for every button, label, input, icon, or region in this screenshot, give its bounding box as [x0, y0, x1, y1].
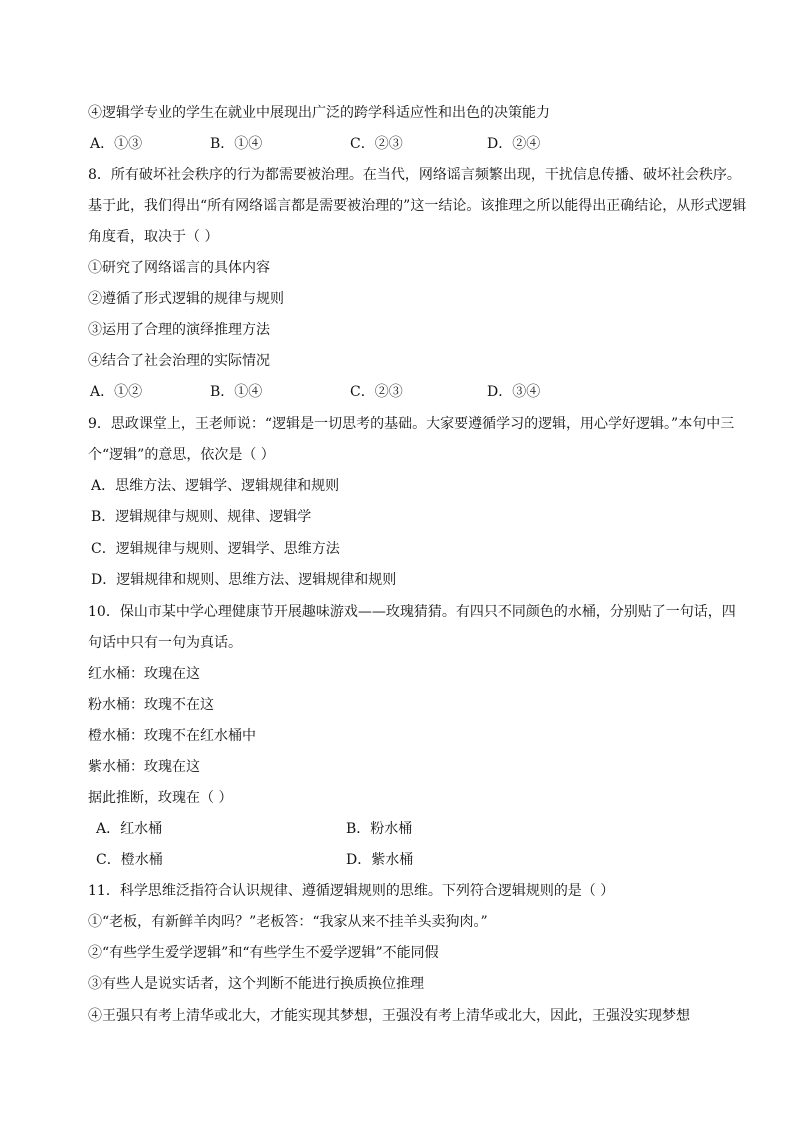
q7-item-4: ④逻辑学专业的学生在就业中展现出广泛的跨学科适应性和出色的决策能力	[88, 105, 550, 121]
q10-option-c: C．橙水桶	[96, 852, 163, 868]
q8-item-1: ①研究了网络谣言的具体内容	[88, 260, 270, 276]
q9-option-d: D．逻辑规律和规则、思维方法、逻辑规律和规则	[91, 572, 397, 588]
q8-item-4: ④结合了社会治理的实际情况	[88, 353, 270, 369]
q8-option-d: D．③④	[487, 384, 541, 400]
q11-stem: 11．科学思维泛指符合认识规律、遵循逻辑规则的思维。下列符合逻辑规则的是（ ）	[88, 883, 615, 899]
q11-item-4: ④王强只有考上清华或北大，才能实现其梦想，王强没有考上清华或北大，因此，王强没实现梦想	[88, 1008, 690, 1024]
q8-option-a: A．①②	[90, 384, 143, 400]
q10-stem-line-1: 10．保山市某中学心理健康节开展趣味游戏——玫瑰猜猜。有四只不同颜色的水桶，分别贴了一句话，四	[88, 604, 736, 620]
q10-option-d: D．紫水桶	[346, 852, 414, 868]
q7-option-d: D．②④	[487, 136, 541, 152]
q11-item-2: ②“有些学生爱学逻辑”和“有些学生不爱学逻辑”不能同假	[88, 945, 439, 961]
q9-option-a: A．思维方法、逻辑学、逻辑规律和规则	[91, 478, 340, 494]
q7-option-a: A．①③	[90, 136, 143, 152]
q10-option-a: A．红水桶	[96, 821, 163, 837]
q10-statement-pink: 粉水桶：玫瑰不在这	[88, 697, 214, 713]
q10-option-b: B．粉水桶	[346, 821, 413, 837]
q8-stem-line-2: 基于此，我们得出“所有网络谣言都是需要被治理的”这一结论。该推理之所以能得出正确结论，从形式逻辑	[88, 198, 747, 214]
q10-statement-purple: 紫水桶：玫瑰在这	[88, 759, 200, 775]
q8-stem-line-1: 8．所有破坏社会秩序的行为都需要被治理。在当代，网络谣言频繁出现，干扰信息传播、破坏社会秩序。	[88, 167, 741, 183]
q8-item-3: ③运用了合理的演绎推理方法	[88, 322, 270, 338]
q9-stem-line-2: 个“逻辑”的意思，依次是（ ）	[88, 447, 275, 463]
q7-option-c: C．②③	[350, 136, 403, 152]
q8-option-c: C．②③	[350, 384, 403, 400]
q9-stem-line-1: 9．思政课堂上，王老师说：“逻辑是一切思考的基础。大家要遵循学习的逻辑，用心学好逻辑。”本句中三	[88, 416, 735, 432]
q10-statement-red: 红水桶：玫瑰在这	[88, 666, 200, 682]
q9-option-b: B．逻辑规律与规则、规律、逻辑学	[91, 509, 312, 525]
q7-option-b: B．①④	[210, 136, 263, 152]
q10-stem-line-2: 句话中只有一句为真话。	[88, 635, 242, 651]
q9-option-c: C．逻辑规律与规则、逻辑学、思维方法	[91, 541, 340, 557]
q10-statement-orange: 橙水桶：玫瑰不在红水桶中	[88, 728, 256, 744]
q11-item-3: ③有些人是说实话者，这个判断不能进行换质换位推理	[88, 976, 424, 992]
q8-option-b: B．①④	[210, 384, 263, 400]
q8-item-2: ②遵循了形式逻辑的规律与规则	[88, 291, 284, 307]
q10-question: 据此推断，玫瑰在（ ）	[88, 790, 233, 806]
q11-item-1: ①“老板，有新鲜羊肉吗？”老板答：“我家从来不挂羊头卖狗肉。”	[88, 914, 488, 930]
q8-stem-line-3: 角度看，取决于（ ）	[88, 229, 219, 245]
